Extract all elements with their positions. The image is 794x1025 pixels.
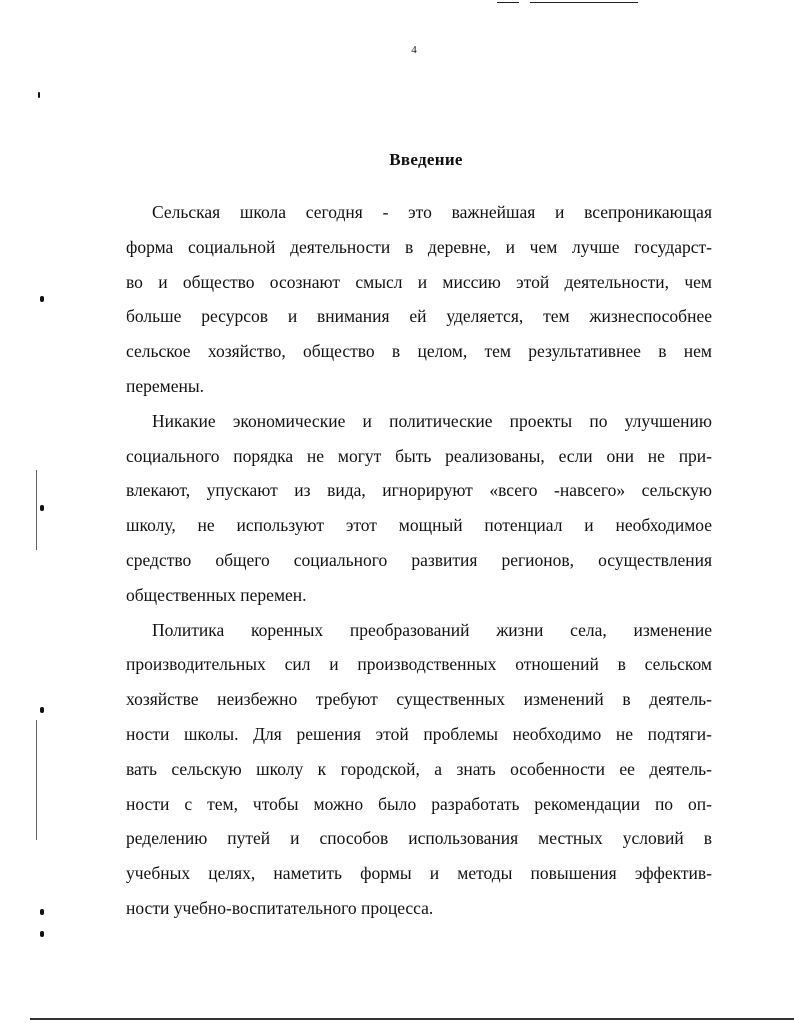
text-line: сельское хозяйство, общество в целом, тем результативнее в нем	[126, 341, 712, 362]
text-line: хозяйстве неизбежно требуют существенных изменений в деятель-	[126, 689, 712, 710]
text-line: Никакие экономические и политические проекты по улучшению	[152, 410, 712, 431]
text-line: школу, не используют этот мощный потенциал и необходимое	[126, 515, 712, 536]
scan-speck	[40, 296, 44, 302]
text-line: ности учебно-воспитательного процесса.	[126, 897, 434, 918]
scan-speck	[40, 707, 44, 713]
page-number: 4	[411, 44, 417, 56]
text-line: учебных целях, наметить формы и методы повышения эффектив-	[126, 863, 712, 884]
scan-left-edge	[36, 720, 37, 840]
scan-left-edge	[36, 470, 37, 550]
scan-top-rule	[497, 2, 519, 3]
paragraph-3	[126, 613, 712, 926]
scan-top-rule	[530, 2, 638, 3]
text-line: ределению путей и способов использования местных условий в	[126, 828, 712, 849]
scan-speck	[40, 909, 44, 915]
scan-bottom-rule	[30, 1018, 794, 1020]
text-line: Политика коренных преобразований жизни села, изменение	[152, 619, 712, 640]
text-line: влекают, упускают из вида, игнорируют «всего -навсего» сельскую	[126, 480, 712, 501]
scan-speck	[40, 505, 44, 511]
paragraph-2	[126, 404, 712, 613]
scan-speck	[40, 931, 44, 937]
text-line: ности школы. Для решения этой проблемы необходимо не подтяги-	[126, 723, 712, 744]
text-line: во и общество осознают смысл и миссию этой деятельности, чем	[126, 271, 712, 292]
text-line: производительных сил и производственных отношений в сельском	[126, 654, 712, 675]
document-body	[126, 195, 712, 926]
text-line: вать сельскую школу к городской, а знать особенности ее деятель-	[126, 758, 712, 779]
section-heading: Введение	[389, 150, 463, 169]
scan-speck	[38, 92, 40, 98]
text-line: ности с тем, чтобы можно было разработать рекомендации по оп-	[126, 793, 712, 814]
text-line: перемены.	[126, 375, 204, 396]
text-line: больше ресурсов и внимания ей уделяется, тем жизнеспособнее	[126, 306, 712, 327]
text-line: общественных перемен.	[126, 584, 307, 605]
text-line: Сельская школа сегодня - это важнейшая и всепроникающая	[152, 202, 712, 222]
text-line: социального порядка не могут быть реализованы, если они не при-	[126, 445, 712, 466]
text-line: форма социальной деятельности в деревне, и чем лучше государст-	[126, 236, 712, 257]
text-line: средство общего социального развития регионов, осуществления	[126, 549, 712, 570]
paragraph-1	[126, 195, 712, 404]
